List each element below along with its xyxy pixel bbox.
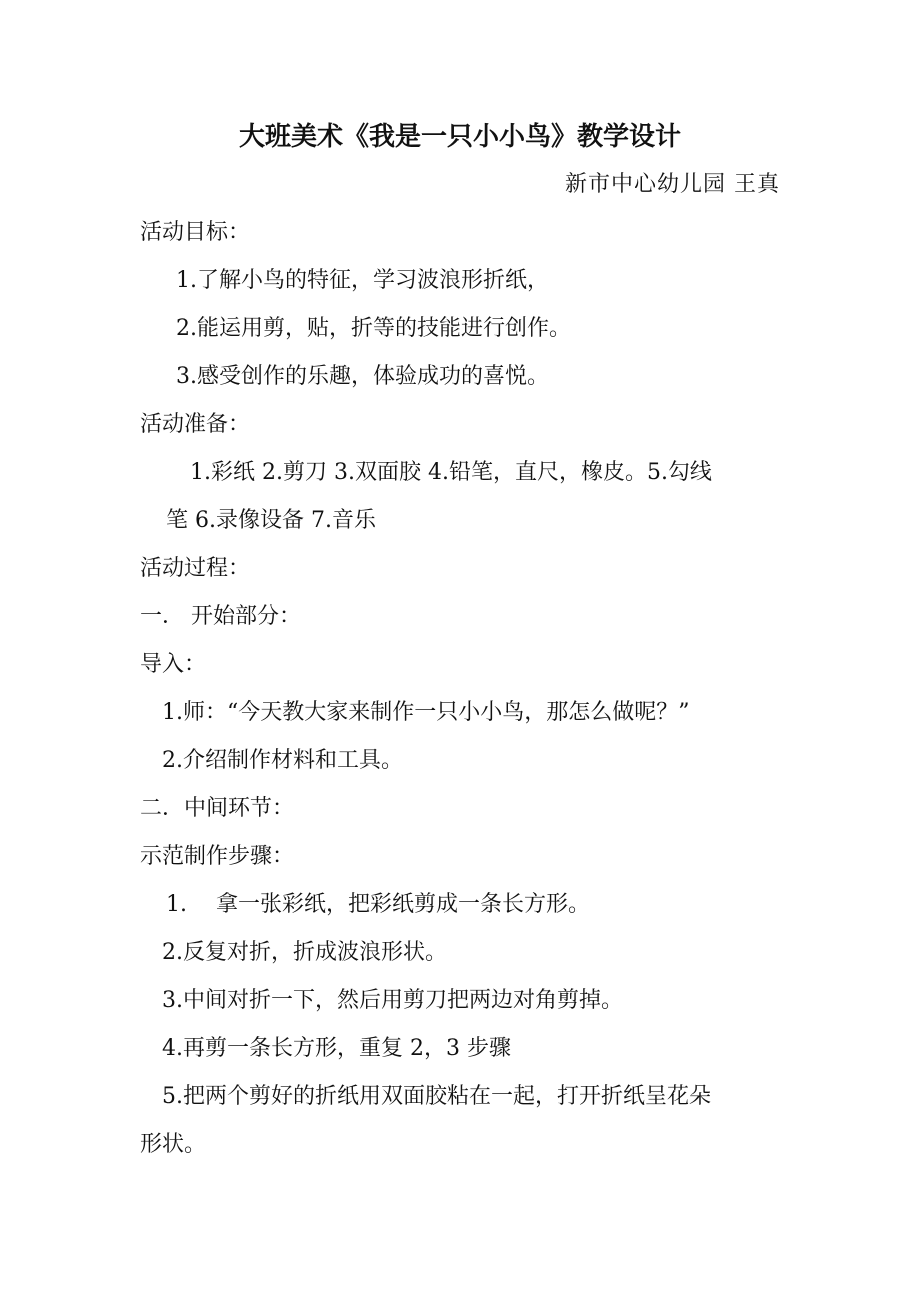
- step-item: 5.把两个剪好的折纸用双面胶粘在一起，打开折纸呈花朵: [162, 1084, 711, 1109]
- goal-item: 1.了解小鸟的特征，学习波浪形折纸，: [176, 268, 549, 293]
- demo-heading: 示范制作步骤：: [140, 844, 295, 869]
- step-item: 3.中间对折一下，然后用剪刀把两边对角剪掉。: [162, 988, 623, 1013]
- prep-heading: 活动准备：: [140, 412, 251, 437]
- step-item: 2.反复对折，折成波浪形状。: [162, 940, 447, 965]
- process-heading: 活动过程：: [140, 556, 251, 581]
- prep-line: 1.彩纸 2.剪刀 3.双面胶 4.铅笔，直尺，橡皮。5.勾线: [190, 460, 712, 485]
- part1-heading: 一． 开始部分：: [140, 604, 301, 629]
- intro-item: 1.师：“今天教大家来制作一只小小鸟，那怎么做呢？”: [162, 700, 690, 725]
- prep-line: 笔 6.录像设备 7.音乐: [166, 508, 376, 533]
- step-item: 1. 拿一张彩纸，把彩纸剪成一条长方形。: [166, 892, 590, 917]
- goal-item: 2.能运用剪，贴，折等的技能进行创作。: [176, 316, 571, 341]
- intro-heading: 导入：: [140, 652, 207, 677]
- part2-heading: 二．中间环节：: [140, 796, 295, 821]
- goal-item: 3.感受创作的乐趣，体验成功的喜悦。: [176, 364, 549, 389]
- step-continuation: 形状。: [140, 1132, 207, 1157]
- author-line: 新市中心幼儿园 王真: [565, 172, 780, 197]
- step-item: 4.再剪一条长方形，重复 2，3 步骤: [162, 1036, 511, 1061]
- document-title: 大班美术《我是一只小小鸟》教学设计: [238, 122, 681, 152]
- goals-heading: 活动目标：: [140, 220, 251, 245]
- intro-item: 2.介绍制作材料和工具。: [162, 748, 403, 773]
